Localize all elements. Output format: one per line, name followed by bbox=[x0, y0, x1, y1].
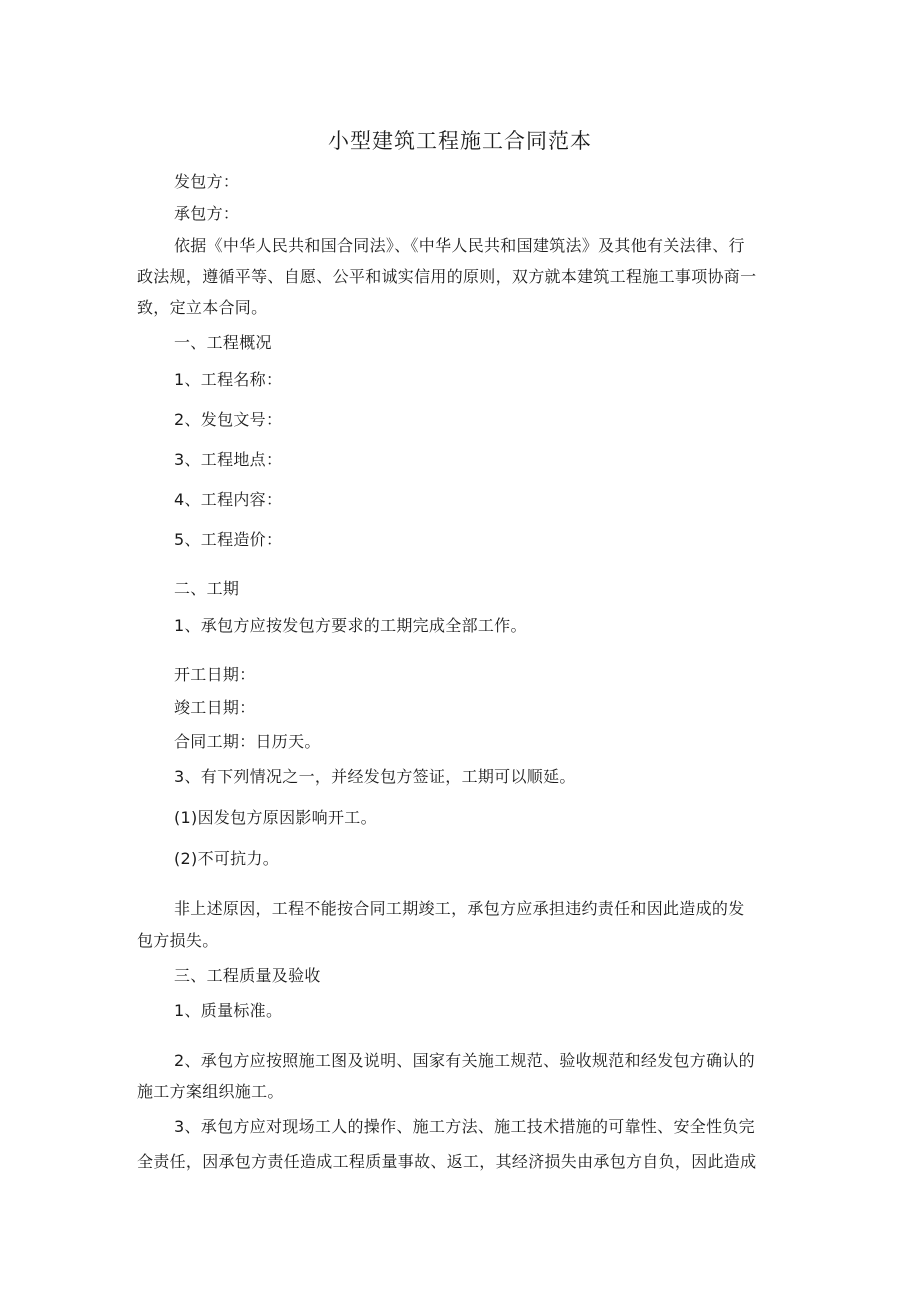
party-a-label: 发包方： bbox=[174, 172, 240, 191]
penalty-line-1: 非上述原因，工程不能按合同工期竣工，承包方应承担违约责任和因此造成的发 bbox=[174, 899, 745, 918]
section-1-heading: 一、工程概况 bbox=[174, 333, 272, 352]
end-date-label: 竣工日期： bbox=[174, 698, 256, 717]
section-3-item-2-line-1: 2、承包方应按照施工图及说明、国家有关施工规范、验收规范和经发包方确认的 bbox=[174, 1051, 755, 1070]
section-1-item: 1、工程名称： bbox=[174, 370, 283, 389]
document-title: 小型建筑工程施工合同范本 bbox=[328, 129, 592, 153]
section-1-item: 3、工程地点： bbox=[174, 450, 283, 469]
preamble-line-3: 致，定立本合同。 bbox=[137, 298, 268, 317]
section-2-heading: 二、工期 bbox=[174, 579, 240, 598]
preamble-line-1: 依据《中华人民共和国合同法》、《中华人民共和国建筑法》及其他有关法律、行 bbox=[174, 236, 745, 255]
section-3-item-1: 1、质量标准。 bbox=[174, 1001, 283, 1020]
section-3-item-3-line-1: 3、承包方应对现场工人的操作、施工方法、施工技术措施的可靠性、安全性负完 bbox=[174, 1117, 755, 1136]
delay-case-1: (1)因发包方原因影响开工。 bbox=[174, 808, 377, 827]
preamble-line-2: 政法规，遵循平等、自愿、公平和诚实信用的原则，双方就本建筑工程施工事项协商一 bbox=[137, 267, 757, 286]
duration-label: 合同工期：日历天。 bbox=[174, 732, 321, 751]
section-3-heading: 三、工程质量及验收 bbox=[174, 966, 321, 985]
section-1-item: 2、发包文号： bbox=[174, 410, 283, 429]
section-2-item-3: 3、有下列情况之一，并经发包方签证，工期可以顺延。 bbox=[174, 767, 576, 786]
section-3-item-2-line-2: 施工方案组织施工。 bbox=[137, 1082, 284, 1101]
section-1-item: 4、工程内容： bbox=[174, 490, 283, 509]
section-3-item-3-line-2: 全责任，因承包方责任造成工程质量事故、返工，其经济损失由承包方自负，因此造成 bbox=[137, 1152, 757, 1171]
section-2-item-1: 1、承包方应按发包方要求的工期完成全部工作。 bbox=[174, 616, 527, 635]
delay-case-2: (2)不可抗力。 bbox=[174, 849, 280, 868]
section-1-item: 5、工程造价： bbox=[174, 530, 283, 549]
penalty-line-2: 包方损失。 bbox=[137, 931, 219, 950]
party-b-label: 承包方： bbox=[174, 204, 240, 223]
start-date-label: 开工日期： bbox=[174, 665, 256, 684]
